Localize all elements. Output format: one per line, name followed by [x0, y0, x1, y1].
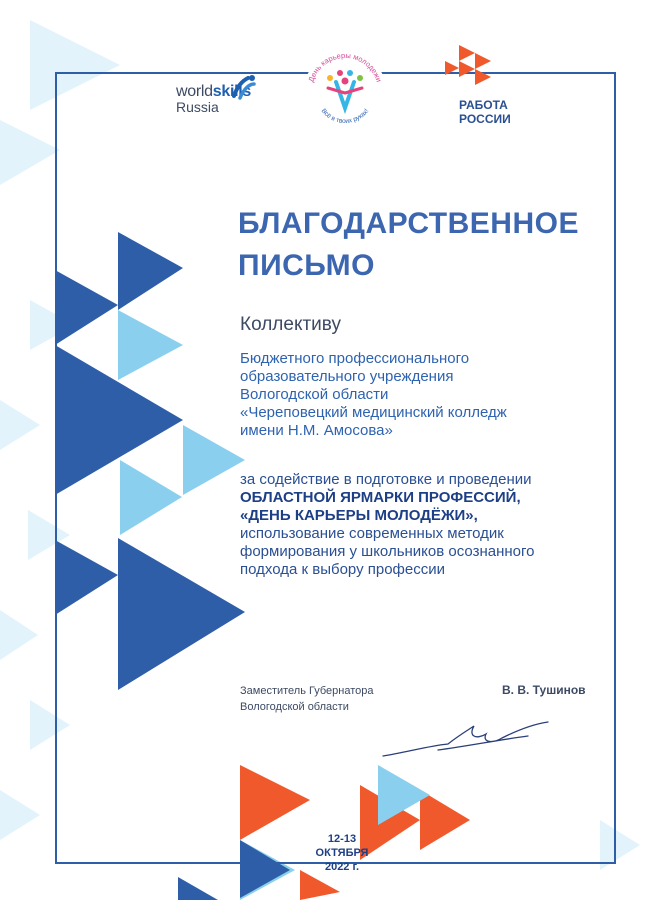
event-dates: 12-13 ОКТЯБРЯ 2022 г. — [315, 833, 369, 873]
worldskills-figure-icon — [228, 74, 258, 104]
gratitude-text: за содействие в подготовке и проведении ОБЛАСТНОЙ ЯРМАРКИ ПРОФЕССИЙ, «ДЕНЬ КАРЬЕРЫ МОЛОДЁЖИ», использование современных методик формирования у школьников осознанного подхода к выбору профессии — [240, 471, 535, 578]
signatory-role: Заместитель Губернатора Вологодской области — [240, 685, 374, 713]
letter-title: БЛАГОДАРСТВЕННОЕ ПИСЬМО — [238, 207, 579, 282]
organization-name: Бюджетного профессионального образовательного учреждения Вологодской области «Череповецкий медицинский колледж имени Н.М. Амосова» — [240, 350, 507, 439]
addressee: Коллективу — [240, 314, 341, 335]
svg-text:Всё в твоих руках!: Всё в твоих руках! — [319, 107, 371, 126]
worldskills-wordmark: worldskills — [176, 83, 251, 100]
worldskills-sub: Russia — [176, 99, 219, 115]
den-karery-logo — [302, 48, 388, 134]
signatory-name: В. В. Тушинов — [502, 683, 586, 697]
handwritten-signature-icon — [378, 716, 558, 766]
worldskills-logo — [176, 80, 266, 118]
svg-text:День карьеры молодежи: День карьеры молодежи — [306, 50, 384, 84]
rabota-rossii-wordmark: РАБОТА РОССИИ — [459, 98, 511, 126]
